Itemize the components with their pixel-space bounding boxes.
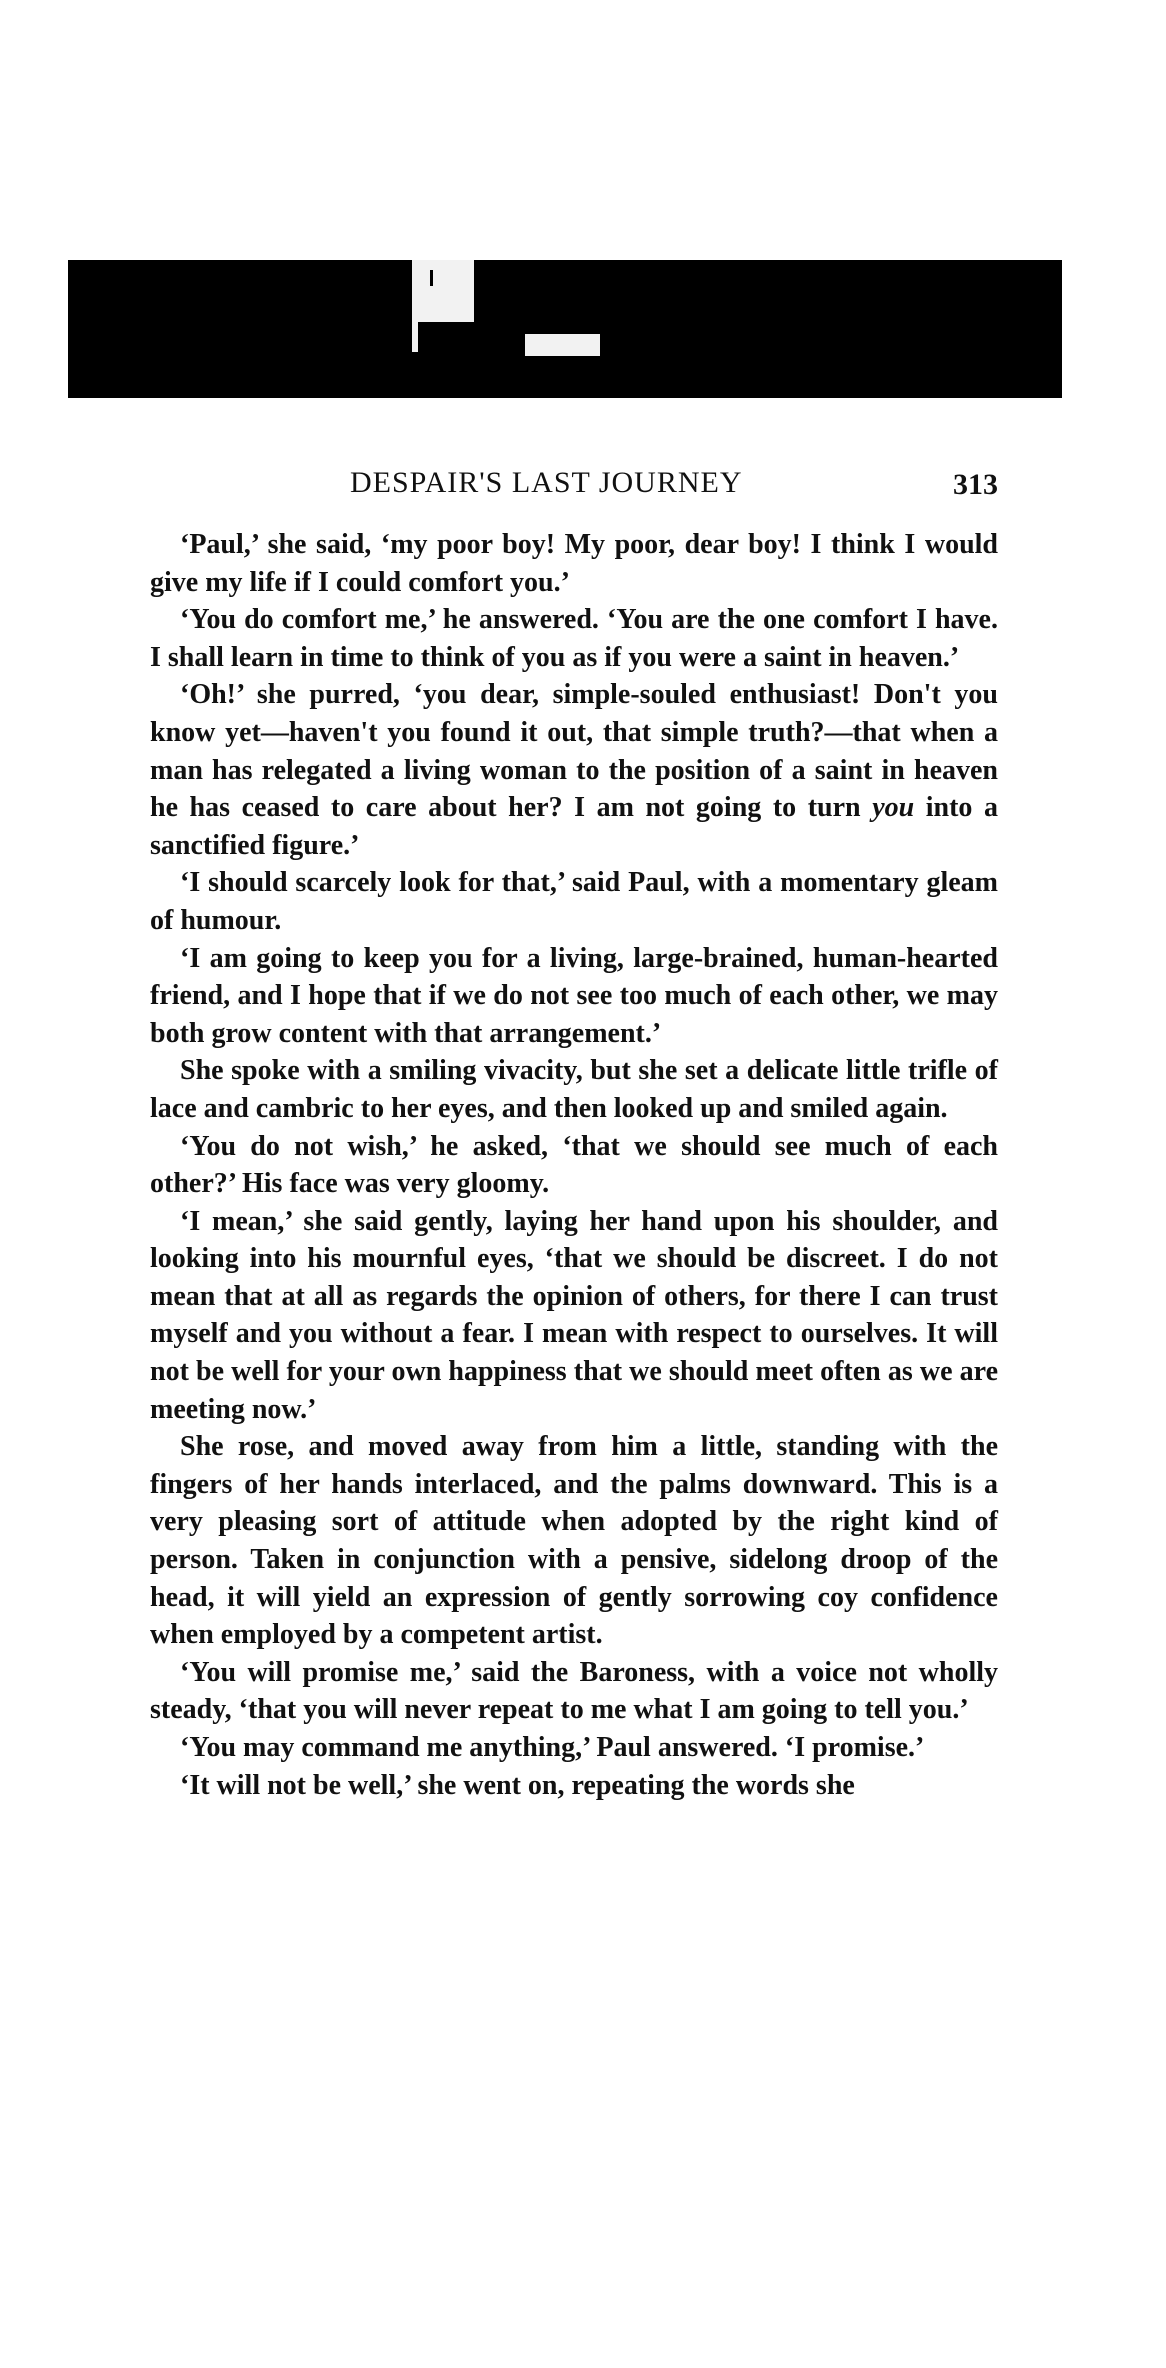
scan-artifact	[430, 270, 433, 286]
paragraph: ‘I should scarcely look for that,’ said Paul, with a momentary gleam of humour.	[150, 867, 998, 936]
paragraph: ‘I mean,’ she said gently, laying her hand upon his shoulder, and looking into his mournful eyes, ‘that we should be discreet. I do not mean that at all as regards the opinion of others, for there I can trust myself and you without a fear. I mean with respect to ourselves. It will not be well for your own happiness that we should meet often as we are meeting now.’	[150, 1205, 998, 1425]
scan-artifact	[525, 334, 600, 356]
paragraph: ‘You do comfort me,’ he answered. ‘You are the one comfort I have. I shall learn in time to think of you as if you were a saint in heaven.’	[150, 604, 998, 673]
paragraph: ‘It will not be well,’ she went on, repeating the words she	[180, 1769, 855, 1801]
paragraph: ‘You may command me anything,’ Paul answered. ‘I promise.’	[180, 1732, 925, 1763]
running-head	[150, 466, 998, 508]
paragraph: ‘You do not wish,’ he asked, ‘that we should see much of each other?’ His face was very gloomy.	[150, 1130, 998, 1200]
body-text	[150, 526, 998, 1804]
scan-black-band	[68, 260, 1062, 398]
italic-word: you	[872, 792, 915, 824]
page-number: 313	[953, 468, 998, 501]
paragraph: She spoke with a smiling vivacity, but she set a delicate little trifle of lace and cambric to her eyes, and then looked up and smiled again.	[150, 1055, 998, 1124]
scan-artifact	[412, 260, 474, 322]
paragraph: She rose, and moved away from him a little, standing with the fingers of her hands interlaced, and the palms downward. This is a very pleasing sort of attitude when adopted by the right kind of person. Taken in conjunction with a pensive, sidelong droop of the head, it will yield an expression of gently sorrowing coy confidence when employed by a competent artist.	[150, 1431, 998, 1651]
running-title: DESPAIR'S LAST JOURNEY	[350, 466, 743, 499]
paragraph-text: into a sanctified figure.’	[150, 792, 998, 861]
paragraph-text: ‘Oh!’ she purred, ‘you dear, simple-souled enthusiast! Don't you know yet—haven't you found it out, that simple truth?—that when a man has relegated a living woman to the position of a saint in heaven he has ceased to care about her? I am not going to turn	[150, 679, 998, 824]
scan-artifact	[412, 322, 418, 352]
paragraph	[150, 676, 998, 864]
paragraph: ‘You will promise me,’ said the Baroness, with a voice not wholly steady, ‘that you will never repeat to me what I am going to tell you.’	[150, 1656, 998, 1726]
paragraph: ‘Paul,’ she said, ‘my poor boy! My poor, dear boy! I think I would give my life if I could comfort you.’	[150, 529, 998, 598]
paragraph: ‘I am going to keep you for a living, large-brained, human-hearted friend, and I hope that if we do not see too much of each other, we may both grow content with that arrangement.’	[150, 942, 998, 1049]
